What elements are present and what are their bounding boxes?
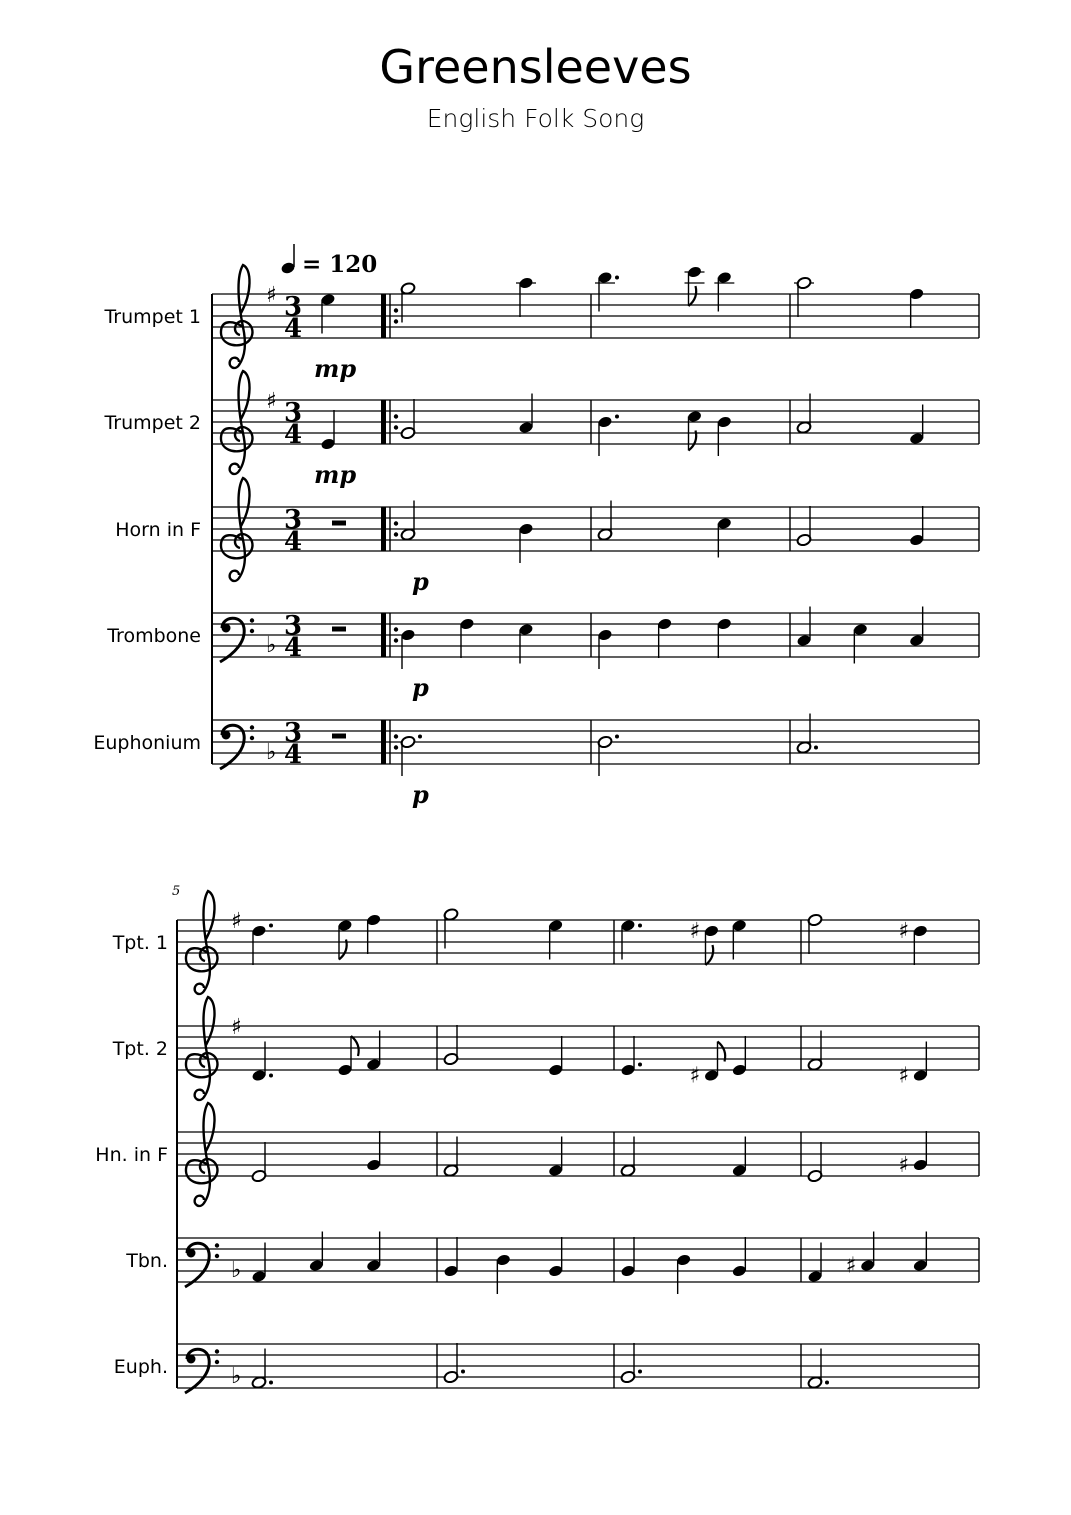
bass-clef-dot [215,1243,219,1247]
bass-clef-dot [250,618,254,622]
note-dot [638,1063,642,1067]
time-signature-top: 3 [284,718,303,748]
instrument-name: Trombone [107,625,201,647]
time-signature-bottom: 4 [284,527,303,557]
key-signature-sharp-icon: ♯ [231,1015,242,1040]
key-signature-flat-icon: ♭ [231,1364,242,1389]
treble-clef-loop [221,534,253,558]
repeat-dot [394,425,398,429]
treble-clef-loop [186,947,218,971]
note-dot [461,1370,465,1374]
repeat-dot [394,532,398,536]
repeat-dot [394,414,398,418]
instrument-name: Euphonium [93,732,201,754]
repeat-dot [394,638,398,642]
note-dot [814,746,818,750]
tempo-text: = 120 [302,251,378,278]
instrument-name: Tbn. [126,1250,168,1272]
bass-clef-head [187,1249,196,1258]
staff [103,371,979,489]
whole-rest-icon [332,734,346,739]
note-dot [615,735,619,739]
instrument-name: Trumpet 2 [104,412,201,434]
instrument-name: Hn. in F [95,1144,168,1166]
staff [106,607,979,703]
staff [95,1103,979,1206]
page-subtitle: English Folk Song [426,104,645,133]
time-signature-top: 3 [284,505,303,535]
accidental-sharp-icon: ♯ [689,1063,701,1089]
note-dot [418,735,422,739]
note-dot [269,924,273,928]
dynamic-marking: p [412,673,429,702]
accidental-sharp-icon: ♯ [898,1153,909,1178]
dynamic-marking: p [412,780,429,809]
repeat-barline-thick [381,613,386,657]
key-signature-sharp-icon: ♯ [266,283,277,308]
bass-clef-head [222,624,231,633]
staff [125,1232,979,1295]
note-dot [269,1381,273,1385]
repeat-dot [394,521,398,525]
bass-clef-dot [250,725,254,729]
repeat-dot [394,734,398,738]
repeat-barline-thick [381,507,386,551]
instrument-name: Trumpet 1 [104,306,201,328]
accidental-sharp-icon: ♯ [689,919,701,944]
accidental-sharp-icon: ♯ [898,919,909,944]
treble-clef-loop [221,321,253,345]
note-dot [638,924,642,928]
time-signature-bottom: 4 [284,633,303,663]
whole-rest-icon [332,521,346,526]
bass-clef-head [187,1355,196,1364]
staff [93,714,979,810]
bass-clef-dot [250,629,254,633]
staff [103,265,979,383]
staff [115,478,979,596]
time-signature-top: 3 [284,398,303,428]
tempo-marking [280,244,377,278]
key-signature-sharp-icon: ♯ [266,389,277,414]
time-signature-top: 3 [284,292,303,322]
time-signature-bottom: 4 [284,420,303,450]
page-title: Greensleeves [379,40,692,94]
repeat-barline-thick [381,400,386,444]
dynamic-marking: mp [314,354,357,383]
whole-rest-icon [332,627,346,632]
note-dot [269,1074,273,1078]
time-signature-bottom: 4 [284,740,303,770]
repeat-barline-thick [381,294,386,338]
key-signature-flat-icon: ♭ [231,1258,242,1283]
bass-clef-head [222,731,231,740]
note-dot [615,415,619,419]
measure-number: 5 [172,884,181,899]
instrument-name: Tpt. 2 [112,1038,168,1060]
repeat-dot [394,627,398,631]
key-signature-flat-icon: ♭ [266,633,277,658]
dynamic-marking: mp [314,460,357,489]
staff [112,997,979,1100]
dynamic-marking: p [412,567,429,596]
treble-clef-loop [186,1053,218,1077]
eighth-flag-icon [706,945,714,965]
accidental-sharp-icon: ♯ [845,1253,857,1279]
repeat-dot [394,319,398,323]
instrument-name: Euph. [113,1356,168,1378]
treble-clef-loop [186,1159,218,1183]
treble-clef-loop [221,427,253,451]
key-signature-flat-icon: ♭ [266,740,277,765]
instrument-name: Tpt. 1 [112,932,168,954]
system [93,265,979,809]
staff [112,891,979,994]
bass-clef-dot [215,1349,219,1353]
time-signature-bottom: 4 [284,314,303,344]
note-dot [615,276,619,280]
repeat-barline-thick [381,720,386,764]
instrument-name: Horn in F [115,519,201,541]
eighth-flag-icon [351,1036,359,1056]
eighth-flag-icon [689,286,697,306]
repeat-dot [394,745,398,749]
staff [114,1343,979,1393]
repeat-dot [394,308,398,312]
accidental-sharp-icon: ♯ [898,1063,909,1089]
system [95,884,979,1393]
key-signature-sharp-icon: ♯ [231,909,242,934]
note-dot [638,1370,642,1374]
note-dot [825,1381,829,1385]
bass-clef-dot [215,1360,219,1364]
bass-clef-dot [250,736,254,740]
time-signature-top: 3 [284,611,303,641]
bass-clef-dot [215,1254,219,1258]
